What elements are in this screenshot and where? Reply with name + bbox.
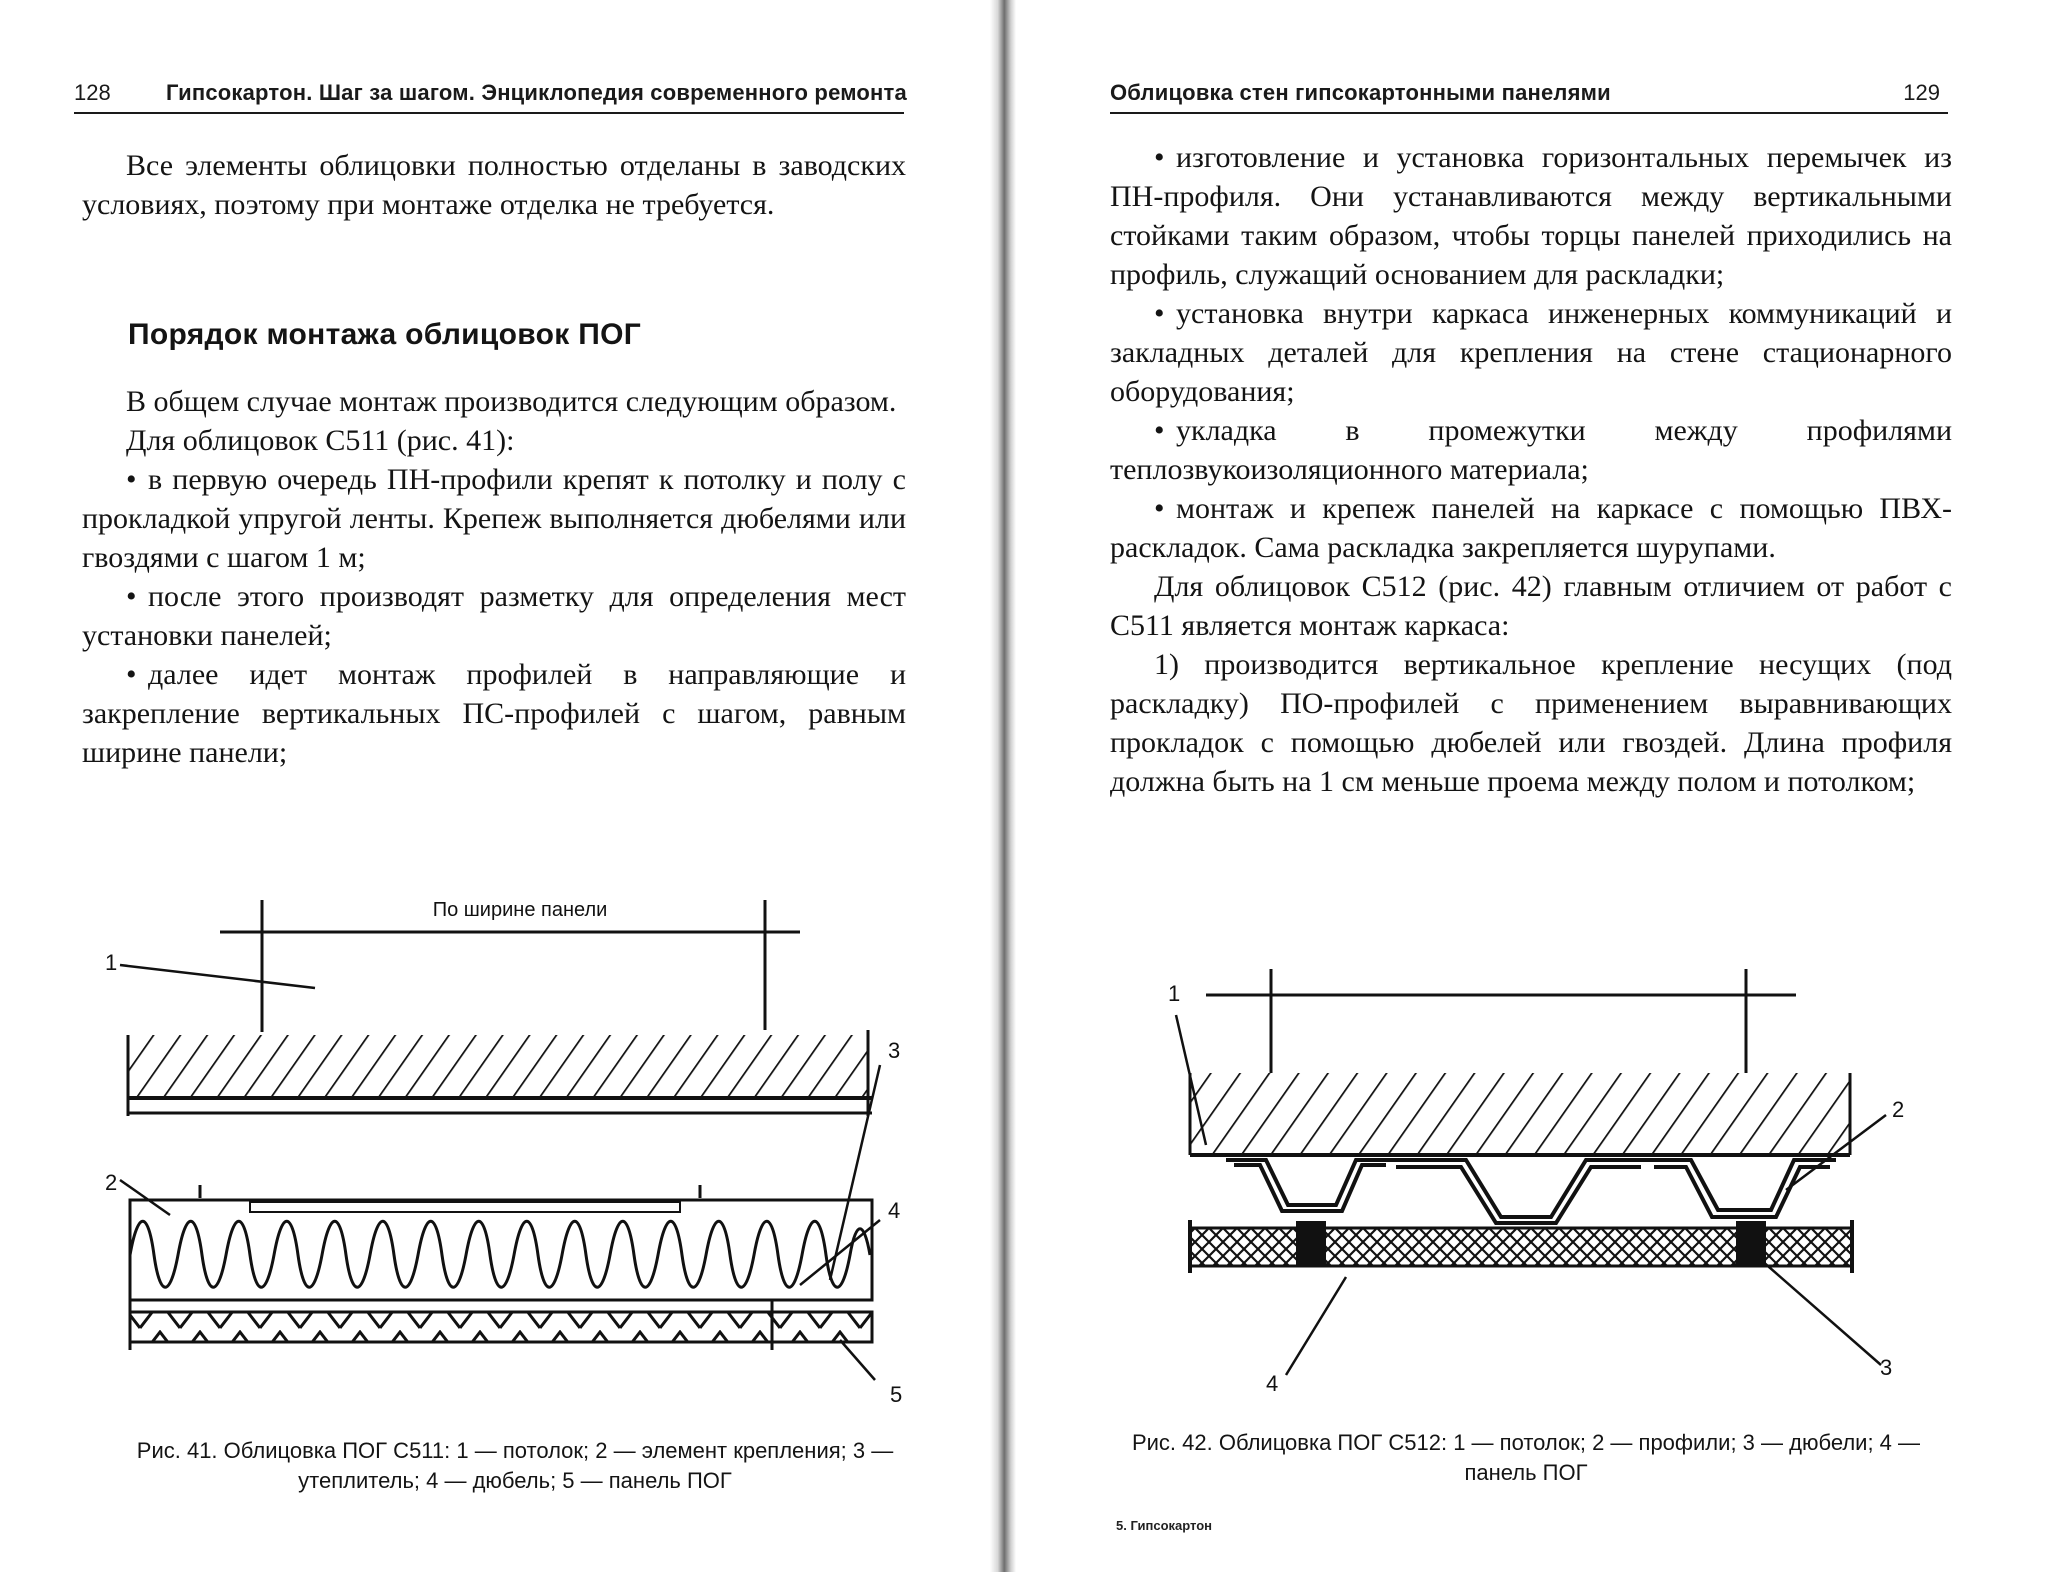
profiles [1226, 1160, 1836, 1223]
list-item: • монтаж и крепеж панелей на каркасе с помощью ПВХ-раскладок. Сама раскладка закрепляется шурупами. [1110, 492, 1952, 564]
figure-41-caption: Рис. 41. Облицовка ПОГ С511: 1 — потолок; 2 — элемент крепления; 3 — утеплитель; 4 — дюбель; 5 — панель ПОГ [136, 1438, 894, 1493]
callout-1: 1 [1168, 981, 1181, 1006]
right-page [1016, 0, 2048, 1572]
section-heading: Порядок монтажа облицовок ПОГ [128, 318, 642, 351]
callout-3: 3 [888, 1038, 901, 1063]
right-running-title: Облицовка стен гипсокартонными панелями [1110, 80, 1611, 105]
intro-paragraph: Все элементы облицовки полностью отделаны в заводских условиях, поэтому при монтаже отделка не требуется. [82, 149, 906, 221]
list-item: • далее идет монтаж профилей в направляющие и закрепление вертикальных ПС-профилей с шагом, равным ширине панели; [82, 658, 906, 769]
ceiling-hatch [1190, 1073, 1850, 1155]
figure-42-caption: Рис. 42. Облицовка ПОГ С512: 1 — потолок; 2 — профили; 3 — дюбели; 4 — панель ПОГ [1131, 1430, 1921, 1485]
list-item: • изготовление и установка горизонтальных перемычек из ПН-профиля. Они устанавливаются между вертикальными стойками таким образом, чтобы торцы панелей приходились на профиль, служащий основанием для раскладки; [1110, 141, 1952, 291]
list-item: • после этого производят разметку для определения мест установки панелей; [82, 580, 906, 652]
figure-41 [100, 880, 950, 1420]
paragraph-step-1: 1) производится вертикальное крепление несущих (под раскладку) ПО-профилей с применением выравнивающих прокладок с помощью дюбелей или гвоздей. Длина профиля должна быть на 1 см меньше проема между полом и потолком; [1110, 648, 1952, 798]
left-page [0, 0, 990, 1572]
dimension-label: По ширине панели [432, 899, 608, 921]
panel-pog [130, 1312, 872, 1342]
callout-4: 4 [1266, 1371, 1279, 1395]
left-running-head [74, 74, 907, 114]
list-item: • в первую очередь ПН-профили крепят к потолку и полу с прокладкой упругой ленты. Крепеж выполняется дюбелями или гвоздями с шагом 1 м; [82, 463, 906, 574]
figure-42 [1146, 955, 1956, 1395]
paragraph-general: В общем случае монтаж производится следующим образом. [126, 385, 897, 418]
figure-41-drawing [100, 880, 950, 1420]
callout-3: 3 [1880, 1355, 1893, 1380]
footer-note: 5. Гипсокартон [1116, 1518, 1213, 1533]
list-item: • установка внутри каркаса инженерных коммуникаций и закладных деталей для крепления на стене стационарного оборудования; [1110, 297, 1952, 408]
paragraph-c512: Для облицовок С512 (рис. 42) главным отличием от работ с С511 является монтаж каркаса: [1110, 570, 1952, 642]
callout-2: 2 [105, 1170, 118, 1195]
right-body [1110, 138, 1952, 801]
left-body [82, 382, 906, 772]
right-page-number: 129 [1903, 80, 1940, 105]
left-running-title: Гипсокартон. Шаг за шагом. Энциклопедия современного ремонта [166, 80, 907, 105]
left-intro [82, 146, 906, 224]
book-spine [990, 0, 1016, 1572]
right-running-head [1110, 74, 1948, 114]
ceiling-hatch [128, 1035, 868, 1100]
callout-5: 5 [890, 1382, 903, 1407]
insulation-loops [130, 1221, 870, 1287]
left-page-number: 128 [74, 80, 111, 105]
callout-2: 2 [1892, 1097, 1905, 1122]
list-item: • укладка в промежутки между профилями теплозвукоизоляционного материала; [1110, 414, 1952, 486]
callout-4: 4 [888, 1198, 901, 1223]
figure-42-drawing [1146, 955, 1956, 1395]
paragraph-c511: Для облицовок С511 (рис. 41): [126, 424, 515, 457]
callout-1: 1 [105, 950, 118, 975]
